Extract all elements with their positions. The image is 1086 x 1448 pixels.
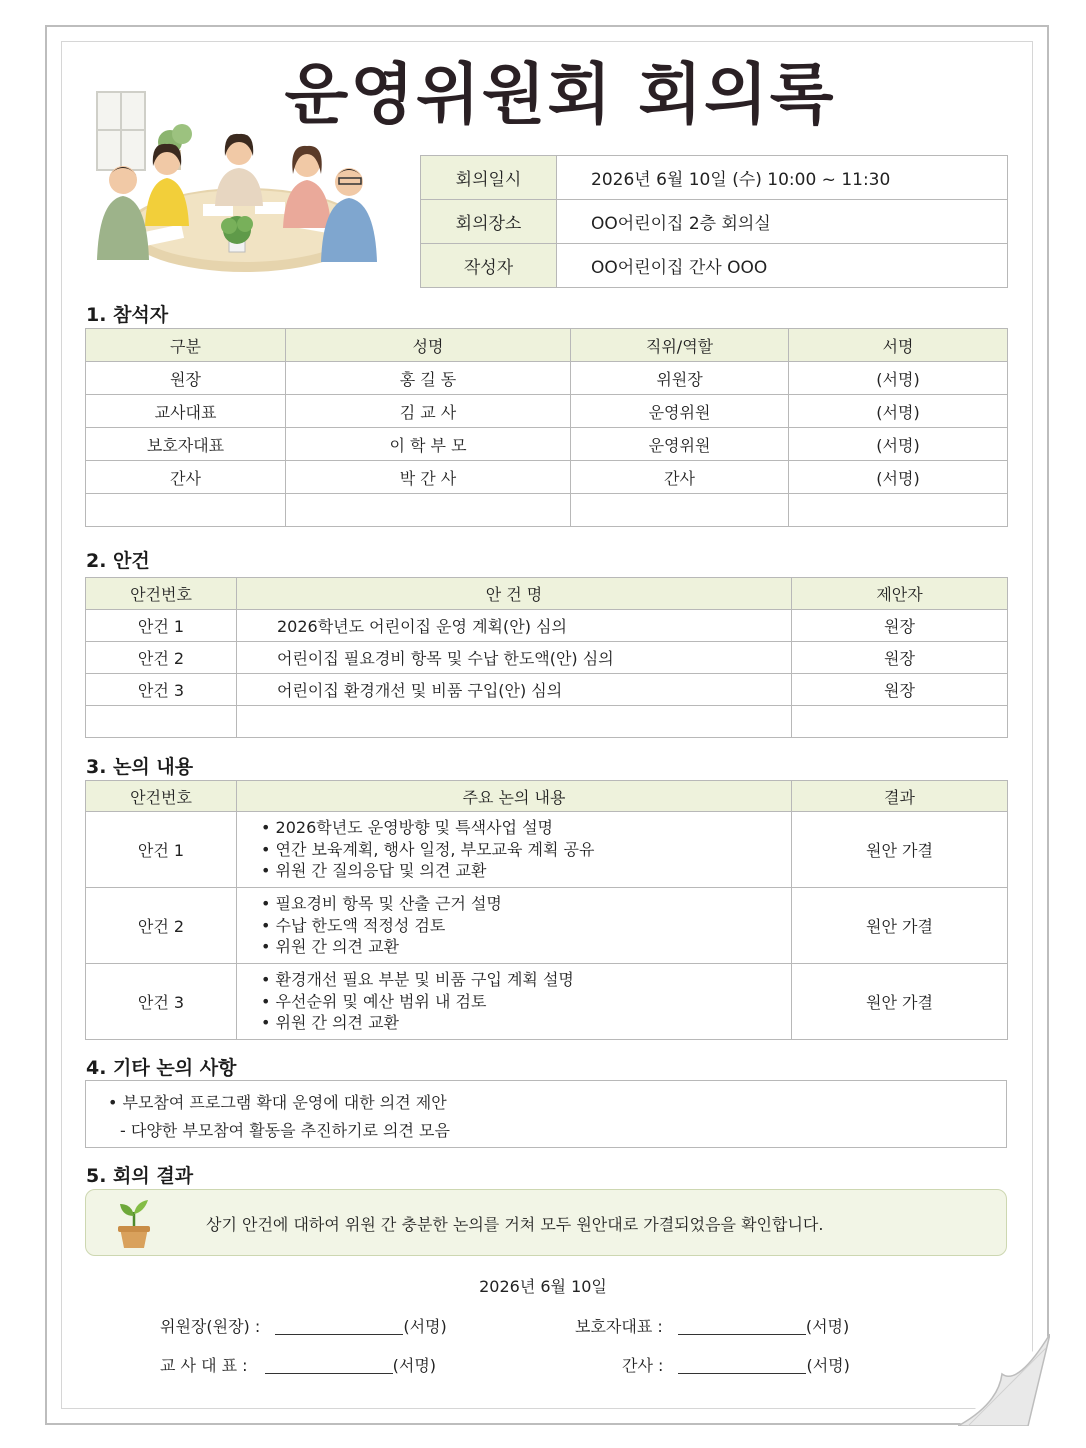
table-cell — [571, 494, 789, 527]
signature-label: 보호자대표 : — [575, 1317, 663, 1336]
other-matters-box — [85, 1080, 1007, 1148]
info-label: 작성자 — [421, 244, 557, 288]
conclusion-box — [85, 1189, 1007, 1256]
table-cell: 안건 2 — [86, 642, 237, 674]
table-row — [86, 461, 1008, 494]
discussion-points — [237, 812, 792, 888]
info-label: 회의일시 — [421, 156, 557, 200]
table-cell: 간사 — [571, 461, 789, 494]
table-row — [86, 642, 1008, 674]
signature-line[interactable] — [678, 1319, 806, 1335]
signature-chairman — [160, 1314, 447, 1337]
page-curl-icon — [958, 1334, 1050, 1426]
table-row-empty — [86, 706, 1008, 738]
section-heading-discussion: 3. 논의 내용 — [86, 756, 194, 778]
table-cell: 원장 — [792, 674, 1008, 706]
conclusion-text: 상기 안건에 대하여 위원 간 충분한 논의를 거쳐 모두 원안대로 가결되었음을 확인합니다. — [206, 1215, 824, 1234]
signature-label: 위원장(원장) : — [160, 1317, 261, 1336]
table-cell: 2026학년도 어린이집 운영 계획(안) 심의 — [237, 610, 792, 642]
list-item: • 수납 한도액 적정성 검토 — [261, 915, 791, 937]
table-cell: 위원장 — [571, 362, 789, 395]
signature-suffix: (서명) — [392, 1356, 437, 1375]
table-row — [86, 812, 1008, 888]
table-cell: 원장 — [792, 642, 1008, 674]
list-item: • 2026학년도 운영방향 및 특색사업 설명 — [261, 817, 791, 839]
table-cell: 원장 — [86, 362, 286, 395]
table-header-row — [86, 329, 1008, 362]
table-header-row — [86, 578, 1008, 610]
table-cell: 간사 — [86, 461, 286, 494]
signature-line[interactable] — [275, 1319, 403, 1335]
table-cell — [86, 494, 286, 527]
page-title: 운영위원회 회의록 — [284, 56, 836, 133]
column-header: 구분 — [86, 329, 286, 362]
signature-teacher-rep — [160, 1353, 436, 1376]
info-row-place — [421, 200, 1008, 244]
discussion-points — [237, 964, 792, 1040]
table-cell: (서명) — [789, 461, 1008, 494]
table-cell: (서명) — [789, 362, 1008, 395]
table-row — [86, 610, 1008, 642]
column-header: 결과 — [792, 781, 1008, 812]
list-item: • 연간 보육계획, 행사 일정, 부모교육 계획 공유 — [261, 839, 791, 861]
table-cell: 안건 1 — [86, 812, 237, 888]
section-heading-other: 4. 기타 논의 사항 — [86, 1057, 237, 1079]
column-header: 직위/역할 — [571, 329, 789, 362]
column-header: 안건번호 — [86, 578, 237, 610]
column-header: 안건번호 — [86, 781, 237, 812]
table-cell: 보호자대표 — [86, 428, 286, 461]
table-cell: 운영위원 — [571, 395, 789, 428]
list-item: • 위원 간 의견 교환 — [261, 1012, 791, 1034]
sprout-icon — [114, 1198, 154, 1250]
table-cell — [792, 706, 1008, 738]
table-cell: 어린이집 필요경비 항목 및 수납 한도액(안) 심의 — [237, 642, 792, 674]
signature-parent-rep — [575, 1314, 849, 1337]
table-cell: 이 학 부 모 — [286, 428, 571, 461]
discussion-points — [237, 888, 792, 964]
table-row — [86, 888, 1008, 964]
other-subitem: - 다양한 부모참여 활동을 추진하기로 의견 모음 — [120, 1121, 450, 1140]
table-cell: 안건 3 — [86, 674, 237, 706]
meeting-illustration — [85, 90, 385, 280]
table-row — [86, 395, 1008, 428]
table-cell: 김 교 사 — [286, 395, 571, 428]
table-row — [86, 428, 1008, 461]
table-cell: 원장 — [792, 610, 1008, 642]
list-item: • 필요경비 항목 및 산출 근거 설명 — [261, 893, 791, 915]
list-item: • 위원 간 의견 교환 — [261, 936, 791, 958]
meeting-info-table — [420, 155, 1008, 288]
table-cell — [789, 494, 1008, 527]
other-item: • 부모참여 프로그램 확대 운영에 대한 의견 제안 — [108, 1093, 447, 1112]
table-cell: (서명) — [789, 428, 1008, 461]
signature-label: 교 사 대 표 : — [160, 1356, 248, 1375]
table-cell: 원안 가결 — [792, 812, 1008, 888]
table-cell: 어린이집 환경개선 및 비품 구입(안) 심의 — [237, 674, 792, 706]
document-date: 2026년 6월 10일 — [479, 1277, 607, 1296]
table-row — [86, 362, 1008, 395]
info-value: OO어린이집 간사 OOO — [557, 244, 1008, 288]
table-cell: 교사대표 — [86, 395, 286, 428]
signature-suffix: (서명) — [805, 1317, 850, 1336]
column-header: 주요 논의 내용 — [237, 781, 792, 812]
signature-label: 간사 : — [622, 1356, 664, 1375]
column-header: 제안자 — [792, 578, 1008, 610]
table-cell: 홍 길 동 — [286, 362, 571, 395]
signature-line[interactable] — [678, 1358, 806, 1374]
table-cell: 운영위원 — [571, 428, 789, 461]
table-cell: 원안 가결 — [792, 964, 1008, 1040]
section-heading-attendees: 1. 참석자 — [86, 304, 169, 326]
info-row-writer — [421, 244, 1008, 288]
table-row-empty — [86, 494, 1008, 527]
table-row — [86, 674, 1008, 706]
column-header: 서명 — [789, 329, 1008, 362]
table-cell: (서명) — [789, 395, 1008, 428]
table-cell: 원안 가결 — [792, 888, 1008, 964]
column-header: 안 건 명 — [237, 578, 792, 610]
signature-suffix: (서명) — [806, 1356, 850, 1375]
info-value: 2026년 6월 10일 (수) 10:00 ~ 11:30 — [557, 156, 1008, 200]
table-cell: 안건 3 — [86, 964, 237, 1040]
info-value: OO어린이집 2층 회의실 — [557, 200, 1008, 244]
table-cell — [286, 494, 571, 527]
signature-line[interactable] — [265, 1358, 393, 1374]
agenda-table — [85, 577, 1008, 738]
discussion-table — [85, 780, 1008, 1040]
section-heading-agenda: 2. 안건 — [86, 550, 150, 572]
signature-secretary — [622, 1353, 850, 1376]
table-cell — [86, 706, 237, 738]
signature-suffix: (서명) — [403, 1317, 447, 1336]
section-heading-conclusion: 5. 회의 결과 — [86, 1165, 194, 1187]
table-header-row — [86, 781, 1008, 812]
info-label: 회의장소 — [421, 200, 557, 244]
list-item: • 우선순위 및 예산 범위 내 검토 — [261, 991, 791, 1013]
table-row — [86, 964, 1008, 1040]
table-cell — [237, 706, 792, 738]
attendees-table — [85, 328, 1008, 527]
table-cell: 박 간 사 — [286, 461, 571, 494]
table-cell: 안건 1 — [86, 610, 237, 642]
table-cell: 안건 2 — [86, 888, 237, 964]
info-row-datetime — [421, 156, 1008, 200]
column-header: 성명 — [286, 329, 571, 362]
list-item: • 위원 간 질의응답 및 의견 교환 — [261, 860, 791, 882]
list-item: • 환경개선 필요 부분 및 비품 구입 계획 설명 — [261, 969, 791, 991]
